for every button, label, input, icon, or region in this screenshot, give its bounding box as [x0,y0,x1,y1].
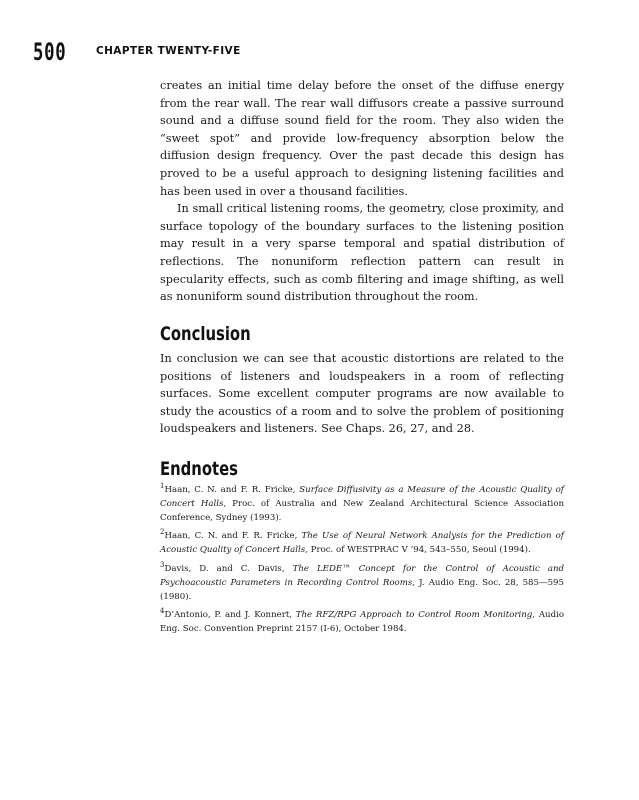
endnote-title: Surface Diffusivity as a Measure of the Acoustic Quality of Concert Halls, [160,485,564,509]
chapter-title: CHAPTER TWENTY-FIVE [96,45,241,57]
endnotes-section [160,457,564,637]
endnote [160,609,564,637]
conclusion-heading: Conclusion [160,323,251,345]
conclusion-section [160,322,564,438]
page-number: 500 [33,38,67,66]
endnote-authors: D’Antonio, P. and J. Konnert, [164,610,296,621]
endnote-authors: Davis, D. and C. Davis, [164,563,293,574]
endnote-source: J. Audio Eng. Soc. 28, 585—595 (1980). [160,577,564,602]
conclusion-paragraph: In conclusion we can see that acoustic distortions are related to the positions of listeners and loudspeakers in a room of reflecting surfaces. Some excellent computer programs are now available to study the acoustics of a room and to solve the problem of positioning loudspeakers and listeners. See Chaps. 26, 27, and 28. [160,352,564,436]
paragraph-continued: creates an initial time delay before the onset of the diffuse energy from the rear wall. The rear wall diffusors create a passive surround sound and a diffuse sound field for the room. They also widen the “sweet spot” and provide low-frequency absorption below the diffusion design frequency. Over the past decade this design has proved to be a useful approach to designing listening facilities and has been used in over a thousand facilities. [160,79,564,198]
endnote-source: Audio Eng. Soc. Convention Preprint 2157 (I-6), October 1984. [160,610,564,635]
endnotes-heading: Endnotes [160,458,238,480]
body-text [160,77,564,306]
endnote-number: 1 [160,482,165,490]
endnote [160,560,564,604]
endnote-authors: Haan, C. N. and F. R. Fricke, [164,531,302,542]
endnote-source: Proc. of WESTPRAC V ‘94, 543–550, Seoul (1994). [307,545,531,556]
endnote-authors: Haan, C. N. and F. R. Fricke, [164,485,300,495]
endnote-number: 2 [160,528,165,537]
endnotes-list [160,484,564,637]
endnote [160,530,564,558]
endnote-number: 4 [160,607,165,616]
endnote-number: 3 [160,560,165,569]
endnote [160,484,564,525]
endnote-title: The Use of Neural Network Analysis for the Prediction of Acoustic Quality of Concert Halls, [160,531,564,556]
endnote-source: Proc. of Australia and New Zealand Architectural Science Association Conference, Sydney (1993). [160,498,564,523]
endnote-title: The RFZ/RPG Approach to Control Room Monitoring, [295,610,536,621]
endnote-title: The LEDE™ Concept for the Control of Acoustic and Psychoacoustic Parameters in Recording Control Rooms, [160,563,564,588]
paragraph-listening-rooms: In small critical listening rooms, the geometry, close proximity, and surface topology of the boundary surfaces to the listening position may result in a very sparse temporal and spatial distribution of reflections. The nonuniform reflection pattern can result in specularity effects, such as comb filtering and image shifting, as well as nonuniform sound distribution throughout the room. [160,202,564,304]
